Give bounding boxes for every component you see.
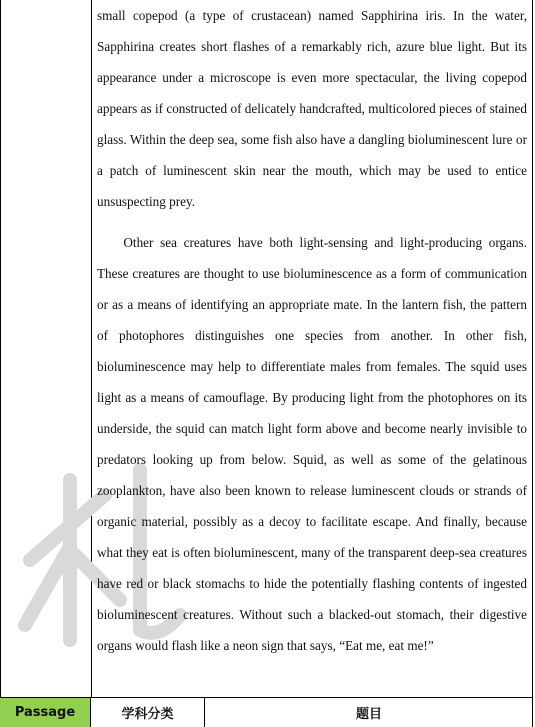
passage-paragraph-1: small copepod (a type of crustacean) named Sapphirina iris. In the water, Sapphirina creates short flashes of a remarkably rich, azure blue light. But its appearance under a microscope is even more spectacular, the living copepod appears as if constructed of delicately handcrafted, multicolored pieces of stained glass. Within the deep sea, some fish also have a dangling bioluminescent lure or a patch of luminescent skin near the mouth, which may be used to entice unsuspecting prey. — [97, 8, 527, 209]
header-question: 题目 — [355, 707, 382, 722]
table-header-row — [0, 698, 533, 727]
passage-text — [97, 0, 527, 661]
header-passage: Passage — [0, 698, 91, 727]
passage-paragraph-2: Other sea creatures have both light-sensing and light-producing organs. These creatures are thought to use bioluminescence as a form of communication or as a means of identifying an appropriate mate. In the lantern fish, the pattern of photophores distinguishes one species from another. In other fish, bioluminescence may help to differentiate males from females. The squid uses light as a means of camouflage. By producing light from the photophores on its underside, the squid can match light form above and become nearly invisible to predators looking up from below. Squid, as well as some of the gelatinous zooplankton, have also been known to release luminescent clouds or strands of organic material, possibly as a decoy to facilitate escape. And finally, because what they eat is often bioluminescent, many of the transparent deep-sea creatures have red or black stomachs to hide the potentially flashing contents of ingested bioluminescent creatures. Without such a blacked-out stomach, their digestive organs would flash like a neon sign that says, “Eat me, eat me!” — [97, 235, 527, 653]
header-subject-category: 学科分类 — [91, 698, 205, 727]
